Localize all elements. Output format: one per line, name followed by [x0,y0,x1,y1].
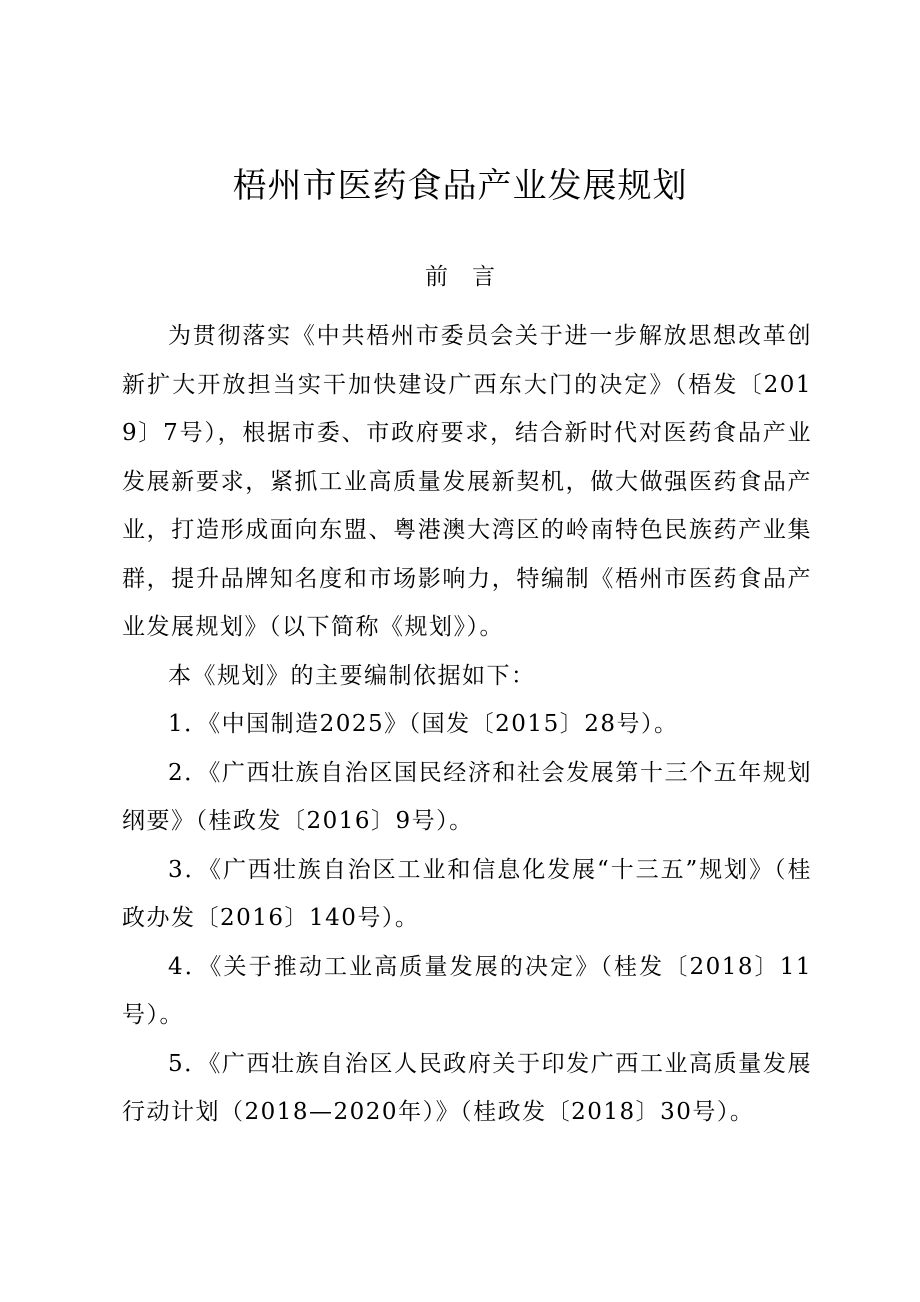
document-title: 梧州市医药食品产业发展规划 [232,166,688,206]
intro-paragraph: 为贯彻落实《中共梧州市委员会关于进一步解放思想改革创新扩大开放担当实干加快建设广西东大门的决定》（梧发〔2019〕7号），根据市委、市政府要求，结合新时代对医药食品产业发展新要求，紧抓工业高质量发展新契机，做大做强医药食品产业，打造形成面向东盟、粤港澳大湾区的岭南特色民族药产业集群，提升品牌知名度和市场影响力，特编制《梧州市医药食品产业发展规划》（以下简称《规划》）。 [122,323,812,640]
basis-intro-paragraph: 本《规划》的主要编制依据如下： [168,662,536,689]
basis-item-5: 5．《广西壮族自治区人民政府关于印发广西工业高质量发展行动计划（2018—2020年）》（桂政发〔2018〕30号）。 [122,1050,812,1125]
basis-item-4: 4．《关于推动工业高质量发展的决定》（桂发〔2018〕11号）。 [122,953,812,1028]
preface-heading-char-2: 言 [472,264,495,290]
basis-item-1: 1．《中国制造2025》（国发〔2015〕28号）。 [168,711,679,737]
document-body [122,312,812,1137]
basis-item-2: 2．《广西壮族自治区国民经济和社会发展第十三个五年规划纲要》（桂政发〔2016〕9号）。 [122,759,812,834]
preface-heading [0,257,920,297]
preface-heading-char-1: 前 [425,264,448,290]
basis-item-3: 3．《广西壮族自治区工业和信息化发展“十三五”规划》（桂政办发〔2016〕140号）。 [122,856,812,931]
